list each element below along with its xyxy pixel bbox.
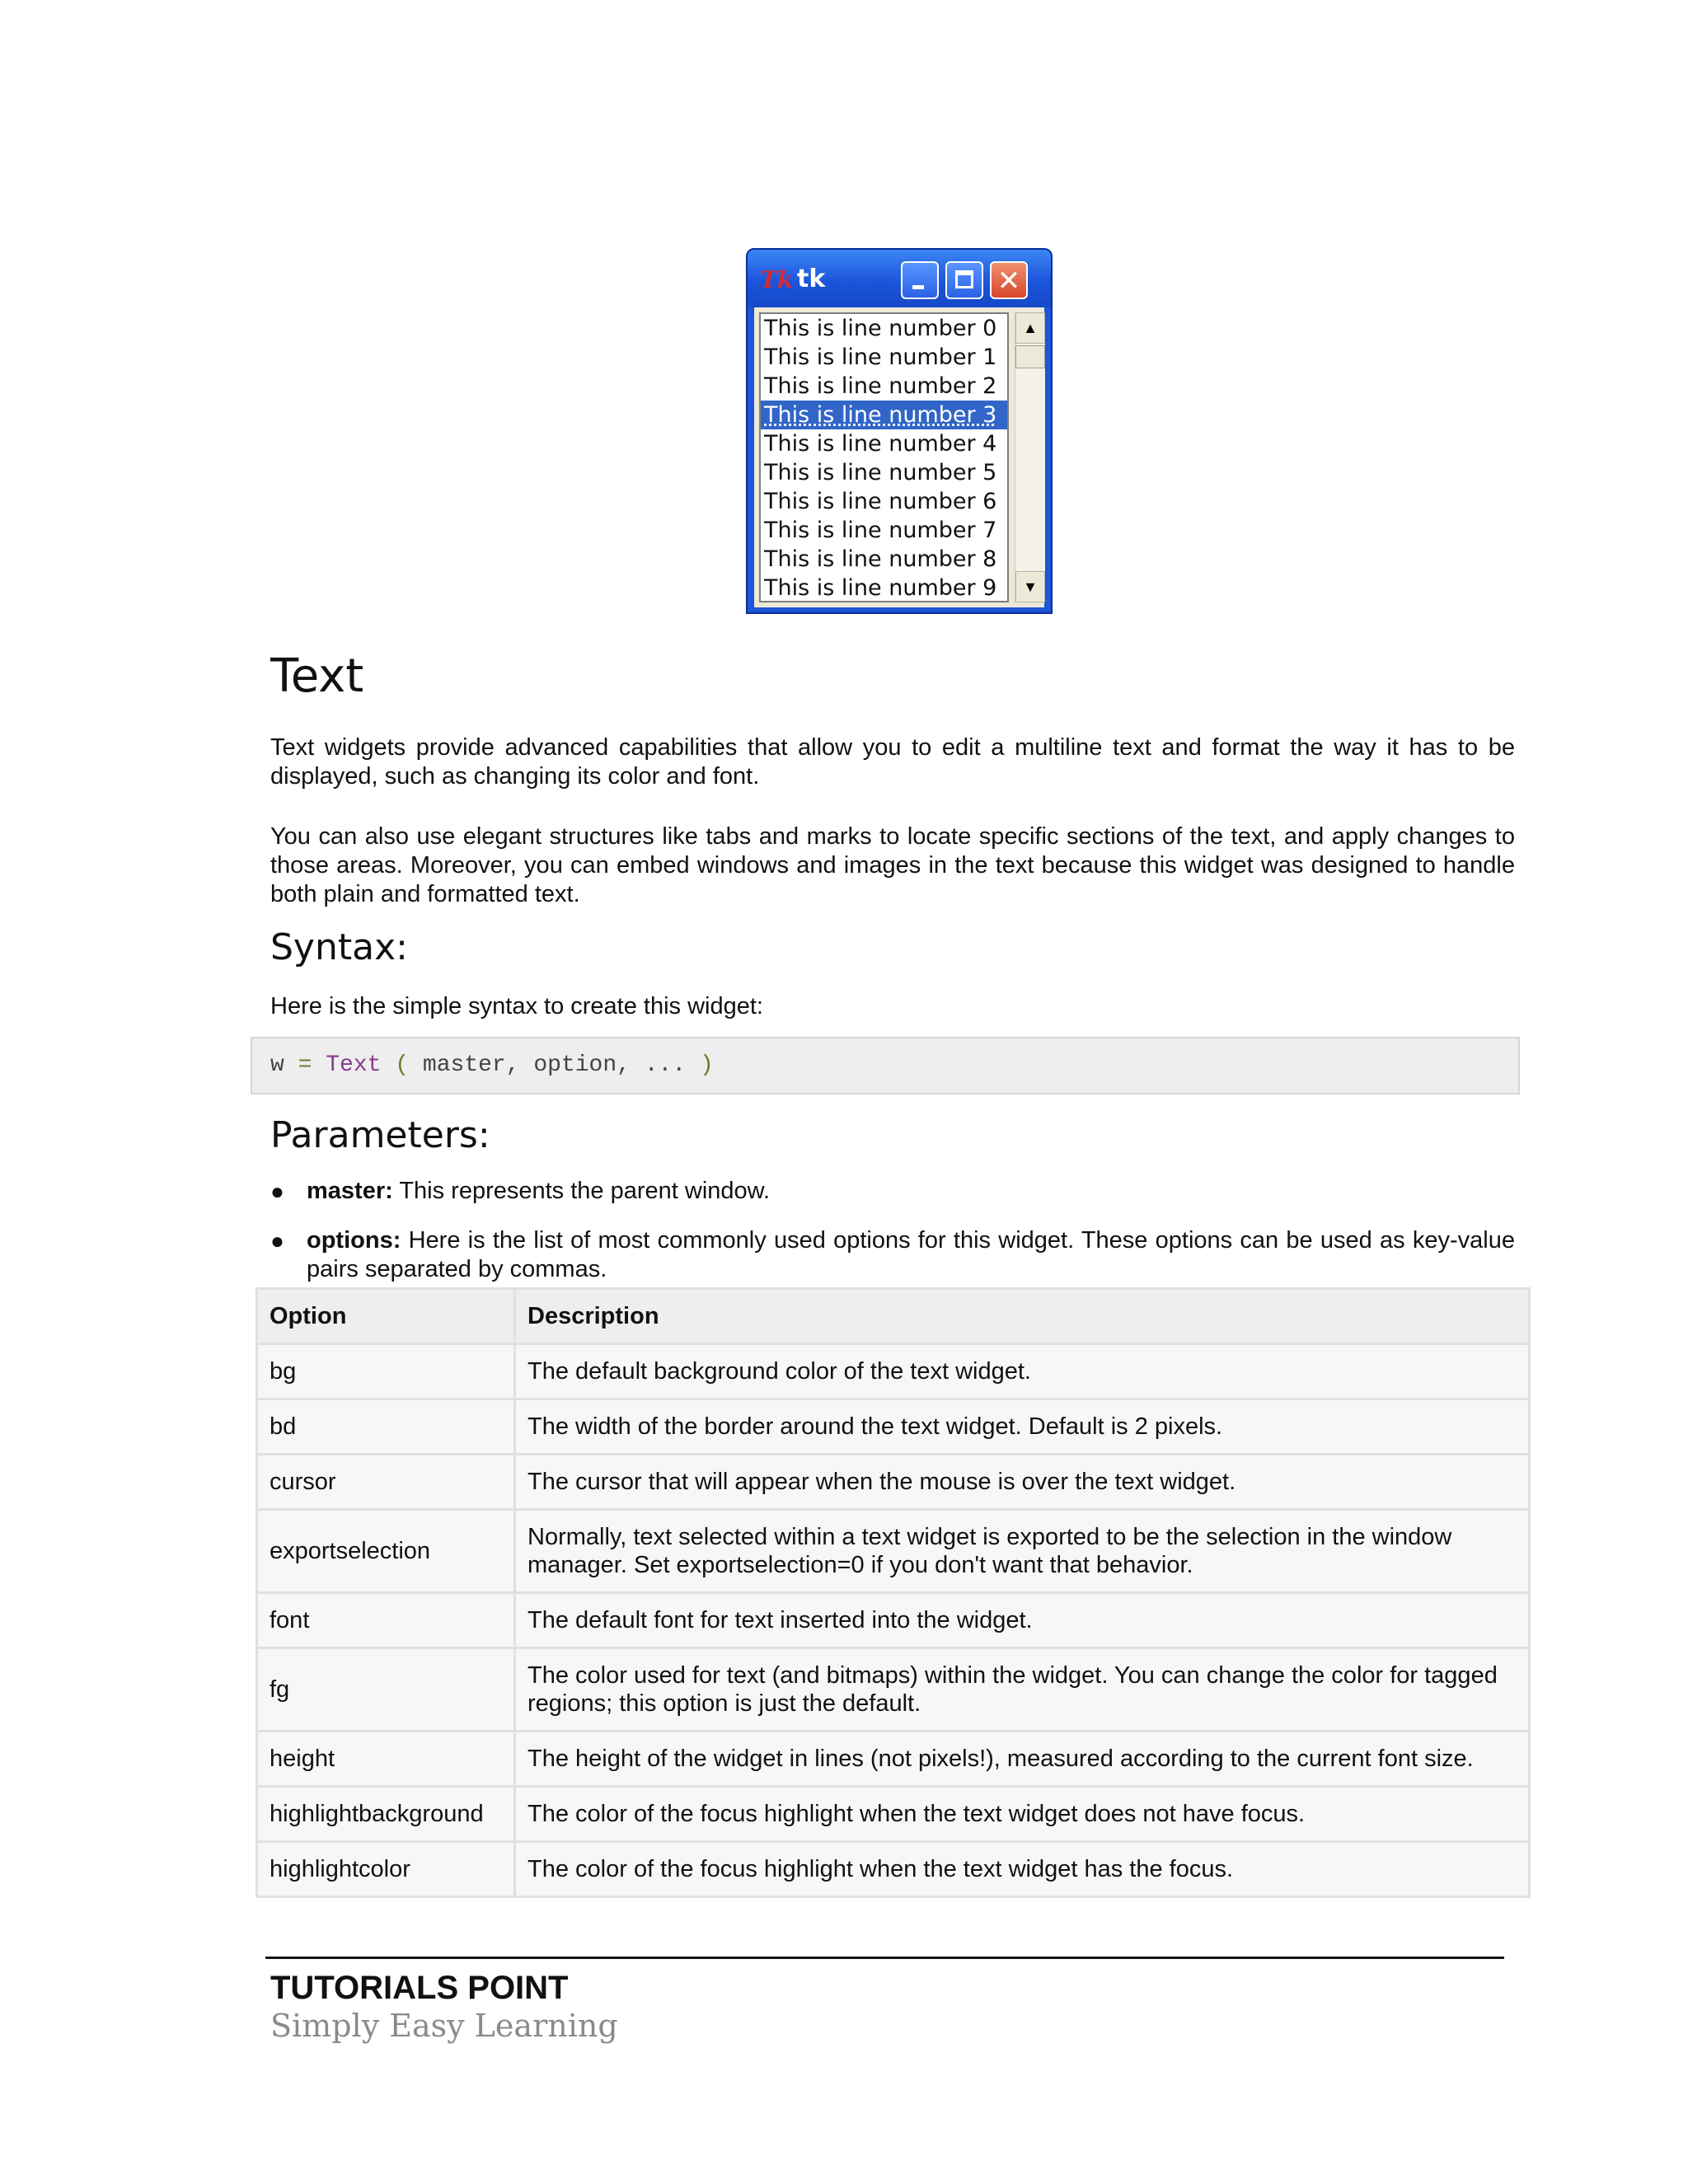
section-title: Text bbox=[270, 649, 364, 703]
maximize-icon bbox=[955, 270, 973, 288]
table-row bbox=[257, 1455, 1530, 1510]
listbox[interactable] bbox=[759, 312, 1009, 602]
tk-logo-icon: Tk bbox=[760, 266, 794, 293]
description-cell: Normally, text selected within a text widget is exported to be the selection in the window manager. Set exportselection=0 if you don't want that behavior. bbox=[515, 1510, 1530, 1593]
parameters-heading: Parameters: bbox=[270, 1114, 490, 1156]
description-cell: The color of the focus highlight when the text widget does not have focus. bbox=[515, 1787, 1530, 1842]
option-cell: highlightcolor bbox=[257, 1842, 515, 1897]
close-button[interactable] bbox=[990, 261, 1028, 299]
code-var: w bbox=[270, 1052, 284, 1078]
tk-window bbox=[746, 248, 1053, 614]
syntax-heading: Syntax: bbox=[270, 926, 408, 968]
listbox-item[interactable]: This is line number 1 bbox=[764, 344, 997, 370]
listbox-item[interactable]: This is line number 6 bbox=[764, 489, 997, 514]
description-cell: The width of the border around the text widget. Default is 2 pixels. bbox=[515, 1399, 1530, 1455]
bullet-text: Here is the list of most commonly used options for this widget. These options can be used as key-value pairs separated by commas. bbox=[307, 1227, 1515, 1282]
table-row bbox=[257, 1344, 1530, 1399]
minimize-icon bbox=[912, 285, 924, 289]
table-row bbox=[257, 1842, 1530, 1897]
description-cell: The cursor that will appear when the mouse is over the text widget. bbox=[515, 1455, 1530, 1510]
description-cell: The color used for text (and bitmaps) within the widget. You can change the color for tagged regions; this option is just the default. bbox=[515, 1648, 1530, 1732]
code-block bbox=[251, 1037, 1520, 1094]
option-cell: cursor bbox=[257, 1455, 515, 1510]
bullet-term: master: bbox=[307, 1178, 393, 1204]
bullet-dot-icon: ● bbox=[270, 1179, 284, 1204]
listbox-scrollbar[interactable] bbox=[1015, 312, 1045, 602]
table-row bbox=[257, 1732, 1530, 1787]
listbox-item[interactable]: This is line number 9 bbox=[764, 575, 997, 601]
bullet-item bbox=[270, 1177, 1515, 1207]
scroll-down-arrow-icon[interactable]: ▼ bbox=[1015, 571, 1045, 602]
footer-tagline: Simply Easy Learning bbox=[270, 2008, 618, 2044]
footer-brand: TUTORIALS POINT bbox=[270, 1970, 569, 2006]
bullet-dot-icon: ● bbox=[270, 1228, 284, 1254]
table-row bbox=[257, 1510, 1530, 1593]
tk-window-body bbox=[754, 307, 1044, 607]
close-icon: ✕ bbox=[996, 265, 1021, 298]
description-cell: The height of the widget in lines (not pixels!), measured according to the current font size. bbox=[515, 1732, 1530, 1787]
listbox-item[interactable]: This is line number 7 bbox=[764, 518, 997, 543]
bullet-term: options: bbox=[307, 1227, 401, 1254]
description-cell: The default font for text inserted into the widget. bbox=[515, 1593, 1530, 1648]
table-row bbox=[257, 1787, 1530, 1842]
option-cell: bg bbox=[257, 1344, 515, 1399]
tk-window-title: tk bbox=[797, 265, 826, 293]
code-args: master, option, ... bbox=[422, 1052, 687, 1078]
header-description: Description bbox=[515, 1289, 1530, 1344]
options-table bbox=[256, 1287, 1531, 1898]
description-cell: The color of the focus highlight when the text widget has the focus. bbox=[515, 1842, 1530, 1897]
option-cell: height bbox=[257, 1732, 515, 1787]
code-open-paren: ( bbox=[395, 1052, 410, 1078]
option-cell: font bbox=[257, 1593, 515, 1648]
header-option: Option bbox=[257, 1289, 515, 1344]
option-cell: bd bbox=[257, 1399, 515, 1455]
bullet-text: This represents the parent window. bbox=[399, 1178, 771, 1204]
bullet-item bbox=[270, 1226, 1515, 1286]
footer-rule bbox=[265, 1957, 1504, 1959]
code-close-paren: ) bbox=[699, 1052, 714, 1078]
listbox-item[interactable]: This is line number 0 bbox=[764, 316, 997, 341]
code-eq: = bbox=[298, 1052, 312, 1078]
tk-title-bar[interactable] bbox=[748, 250, 1051, 307]
table-row bbox=[257, 1593, 1530, 1648]
syntax-intro: Here is the simple syntax to create this widget: bbox=[270, 993, 763, 1019]
scrollbar-thumb[interactable] bbox=[1015, 345, 1045, 368]
listbox-item[interactable]: This is line number 5 bbox=[764, 460, 997, 485]
intro-paragraph-2: You can also use elegant structures like tabs and marks to locate specific sections of the text, and apply changes to those areas. Moreover, you can embed windows and images in the text because this widget was designed to handle both plain and formatted text. bbox=[270, 823, 1515, 907]
table-header-row bbox=[257, 1289, 1530, 1344]
table-row bbox=[257, 1648, 1530, 1732]
scroll-up-arrow-icon[interactable]: ▲ bbox=[1015, 312, 1045, 344]
listbox-item[interactable]: This is line number 3 bbox=[761, 401, 1007, 429]
listbox-item[interactable]: This is line number 4 bbox=[764, 431, 997, 457]
code-class: Text bbox=[326, 1052, 382, 1078]
maximize-button[interactable] bbox=[945, 261, 983, 299]
option-cell: fg bbox=[257, 1648, 515, 1732]
description-cell: The default background color of the text widget. bbox=[515, 1344, 1530, 1399]
table-row bbox=[257, 1399, 1530, 1455]
option-cell: exportselection bbox=[257, 1510, 515, 1593]
listbox-item[interactable]: This is line number 8 bbox=[764, 546, 997, 572]
listbox-item[interactable]: This is line number 2 bbox=[764, 373, 997, 399]
intro-paragraph-1: Text widgets provide advanced capabilities that allow you to edit a multiline text and format the way it has to be displayed, such as changing its color and font. bbox=[270, 734, 1515, 790]
minimize-button[interactable] bbox=[901, 261, 939, 299]
option-cell: highlightbackground bbox=[257, 1787, 515, 1842]
